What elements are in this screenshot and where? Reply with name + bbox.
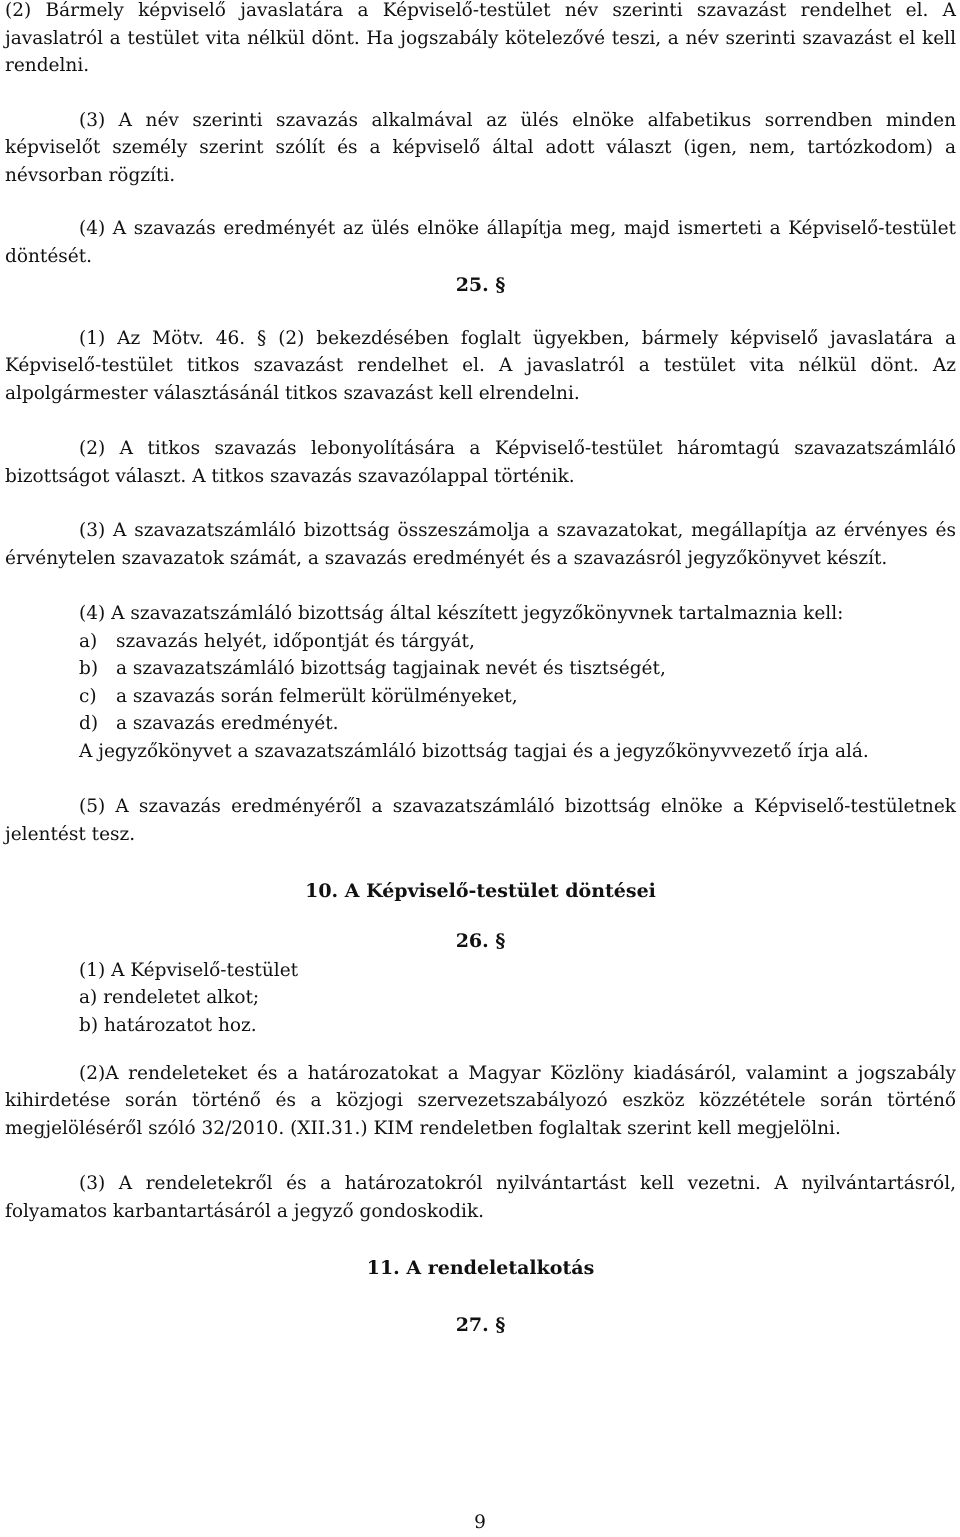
paragraph-2-top: (2) Bármely képviselő javaslatára a Képviselő-testület név szerinti szavazást rendelhet el. A javaslatról a testület vita nélkül dönt. Ha jogszabály kötelezővé teszi, a név szerinti szavazást el kell rendelni.	[5, 0, 956, 76]
page-number: 9	[474, 1512, 486, 1533]
chapter-11-title: 11. A rendeletalkotás	[366, 1257, 595, 1279]
section-25-paragraph-5: (5) A szavazás eredményéről a szavazatszámláló bizottság elnöke a Képviselő-testületnek jelentést tesz.	[5, 796, 956, 845]
section-25-heading: 25. §	[455, 274, 506, 296]
section-25-paragraph-4-list	[5, 628, 956, 738]
paragraph-4-top: (4) A szavazás eredményét az ülés elnöke állapítja meg, majd ismerteti a Képviselő-testület döntését.	[5, 218, 956, 267]
section-26-paragraph-3: (3) A rendeletekről és a határozatokról nyilvántartást kell vezetni. A nyilvántartásról, folyamatos karbantartásáról a jegyző gondoskodik.	[5, 1173, 956, 1222]
section-26-paragraph-1-line: a) rendeletet alkot;	[79, 987, 260, 1008]
list-item-text: a szavazás során felmerült körülményeket,	[116, 685, 518, 707]
list-item-text: a szavazás eredményét.	[116, 713, 339, 734]
list-item-text: a szavazatszámláló bizottság tagjainak nevét és tisztségét,	[116, 658, 666, 679]
section-25-paragraph-4-close: A jegyzőkönyvet a szavazatszámláló bizottság tagjai és a jegyzőkönyvvezető írja alá.	[79, 740, 869, 762]
section-26-paragraph-2: (2)A rendeleteket és a határozatokat a Magyar Közlöny kiadásáról, valamint a jogszabály kihirdetése során történő és a közjogi szervezetszabályozó eszköz közzététele során történő megjelöléséről szóló 32/2010. (XII.31.) KIM rendeletben foglaltak szerint kell megjelölni.	[5, 1062, 956, 1139]
chapter-10-title: 10. A Képviselő-testület döntései	[305, 880, 656, 902]
list-item-label: b)	[79, 658, 99, 679]
list-item-text: szavazás helyét, időpontját és tárgyát,	[116, 630, 475, 652]
section-26-block	[5, 928, 956, 1040]
paragraph-3-top: (3) A név szerinti szavazás alkalmával az ülés elnöke alfabetikus sorrendben minden képviselőt személy szerint szólít és a képviselő által adott választ (igen, nem, tartózkodom) a névsorban rögzíti.	[5, 109, 956, 186]
list-item	[5, 655, 956, 683]
list-item	[5, 683, 956, 711]
section-25-paragraph-1: (1) Az Mötv. 46. § (2) bekezdésében foglalt ügyekben, bármely képviselő javaslatára a Képviselő-testület titkos szavazást rendelhet el. A javaslatról a testület vita nélkül dönt. Az alpolgármester választásánál titkos szavazást kell elrendelni.	[5, 327, 956, 404]
section-27-heading: 27. §	[455, 1313, 506, 1336]
list-item	[5, 710, 956, 738]
list-item-label: a)	[79, 630, 98, 652]
document-page	[5, 0, 956, 1339]
section-26-paragraph-1	[79, 957, 298, 1040]
list-item-label: d)	[79, 713, 99, 734]
section-25-paragraph-4-intro: (4) A szavazatszámláló bizottság által készített jegyzőkönyvnek tartalmaznia kell:	[79, 603, 844, 624]
section-25-paragraph-2: (2) A titkos szavazás lebonyolítására a Képviselő-testület háromtagú szavazatszámláló bizottságot választ. A titkos szavazás szavazólappal történik.	[5, 438, 956, 487]
section-26-paragraph-1-line: (1) A Képviselő-testület	[79, 959, 299, 981]
section-25-paragraph-3: (3) A szavazatszámláló bizottság összeszámolja a szavazatokat, megállapítja az érvényes és érvénytelen szavazatok számát, a szavazás eredményét és a szavazásról jegyzőkönyvet készít.	[5, 520, 956, 569]
section-26-paragraph-1-line: b) határozatot hoz.	[79, 1014, 257, 1036]
section-26-heading: 26. §	[455, 929, 506, 952]
list-item-label: c)	[79, 685, 97, 707]
list-item	[5, 628, 956, 656]
